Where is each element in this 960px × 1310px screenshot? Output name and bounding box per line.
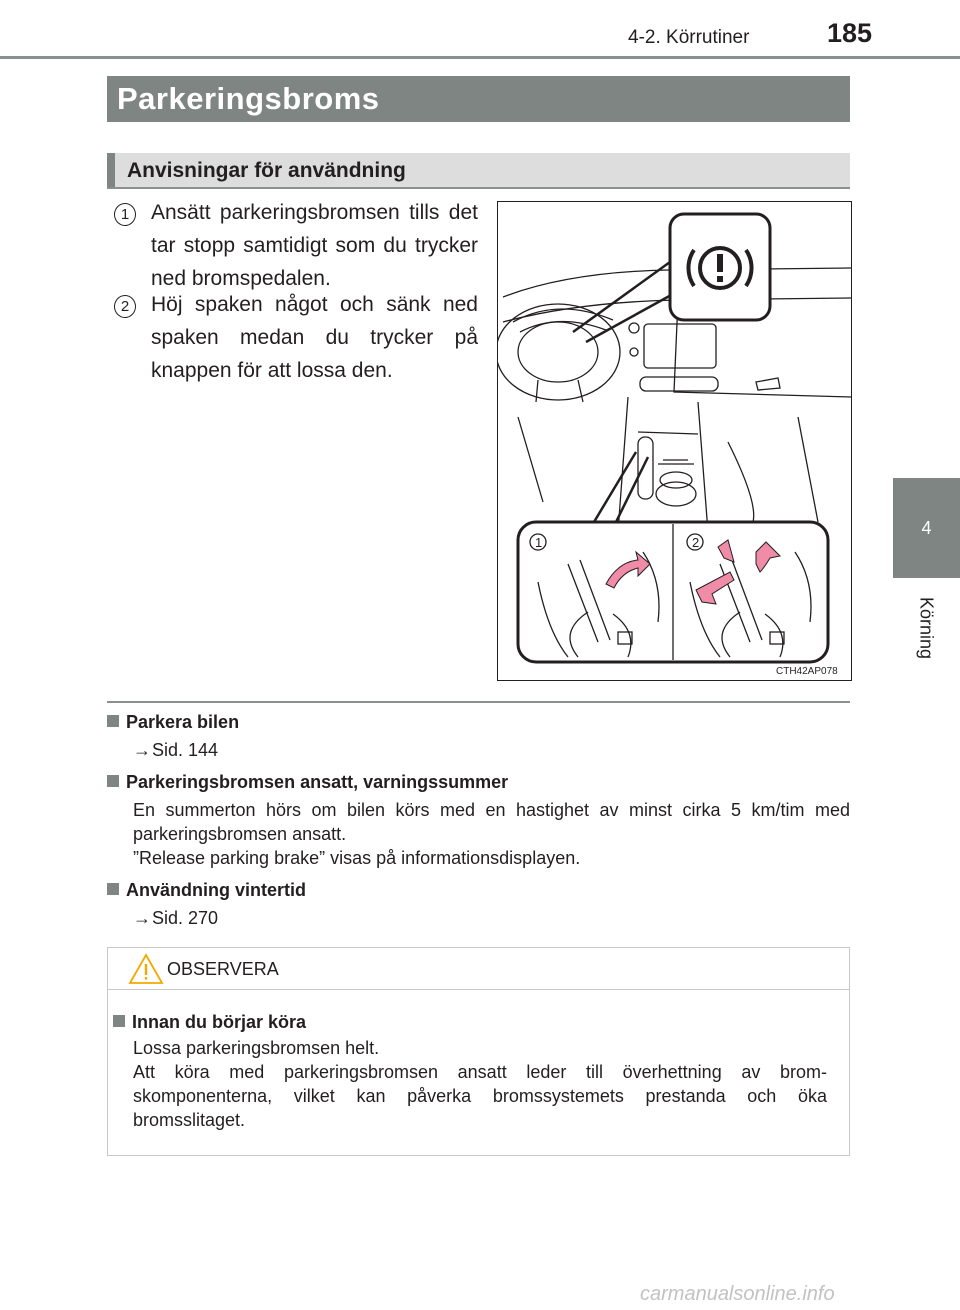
item-heading: Användning vintertid <box>126 880 306 900</box>
step-text-1: Ansätt parkeringsbromsen tills det tar stopp samtidigt som du trycker ned bromspedalen. <box>151 201 478 290</box>
subtitle-accent <box>107 153 115 187</box>
bullet-square <box>107 775 119 787</box>
warning-triangle-icon <box>128 953 164 985</box>
item-heading: Parkera bilen <box>126 712 240 732</box>
caution-line: Att köra med parkeringsbromsen ansatt leder till överhettning av brom-skomponenterna, vilket kan påverka bromssystemets prestanda och öka bromsslitaget. <box>133 1062 827 1130</box>
step-number-2: 2 <box>114 295 136 318</box>
step-text-2: Höj spaken något och sänk ned spaken medan du trycker på knappen för att lossa den. <box>151 293 478 382</box>
subtitle: Anvisningar för användning <box>127 159 406 182</box>
step-1 <box>114 196 478 295</box>
step-2 <box>114 288 478 387</box>
item-line: Sid. 270 <box>152 908 219 928</box>
illustration-drawing <box>498 202 851 680</box>
item-line: En summerton hörs om bilen körs med en hastighet av minst cirka 5 km/tim med parkeringsbromsen ansatt. <box>133 800 850 844</box>
chapter-tab-label-wrap <box>896 588 956 668</box>
reference-arrow-icon: → <box>133 908 151 928</box>
chapter-tab-label: Körning <box>916 596 937 660</box>
caution-heading: Innan du börjar köra <box>132 1012 307 1032</box>
bullet-square <box>107 883 119 895</box>
caution-header <box>108 948 849 990</box>
reference-arrow-icon: → <box>133 740 151 760</box>
inset-label-1: 1 <box>535 535 543 550</box>
caution-line: Lossa parkeringsbromsen helt. <box>133 1038 380 1058</box>
subtitle-bar <box>107 153 850 189</box>
info-item-vintertid <box>107 878 850 930</box>
caution-box <box>107 947 850 1156</box>
caution-label: OBSERVERA <box>167 959 279 979</box>
header-rule <box>0 56 960 59</box>
info-item-varningssummer <box>107 770 850 870</box>
chapter-tab-number: 4 <box>921 518 932 538</box>
item-line: Sid. 144 <box>152 740 219 760</box>
watermark: carmanualsonline.info <box>640 1283 835 1305</box>
inset-label-2: 2 <box>692 535 700 550</box>
info-item-parkera <box>107 710 850 762</box>
page-title: Parkeringsbroms <box>117 81 380 116</box>
illustration-code: CTH42AP078 <box>776 666 838 677</box>
bullet-square <box>113 1015 125 1027</box>
page-title-bar <box>107 76 850 122</box>
item-line: ”Release parking brake” visas på informationsdisplayen. <box>133 848 581 868</box>
caution-content <box>108 1010 849 1132</box>
page-number: 185 <box>827 18 873 48</box>
item-heading: Parkeringsbromsen ansatt, varningssummer <box>126 772 509 792</box>
section-divider <box>107 701 850 703</box>
section-reference: 4-2. Körrutiner <box>628 27 750 48</box>
step-number-1: 1 <box>114 203 136 226</box>
parking-brake-illustration <box>497 201 852 681</box>
bullet-square <box>107 715 119 727</box>
